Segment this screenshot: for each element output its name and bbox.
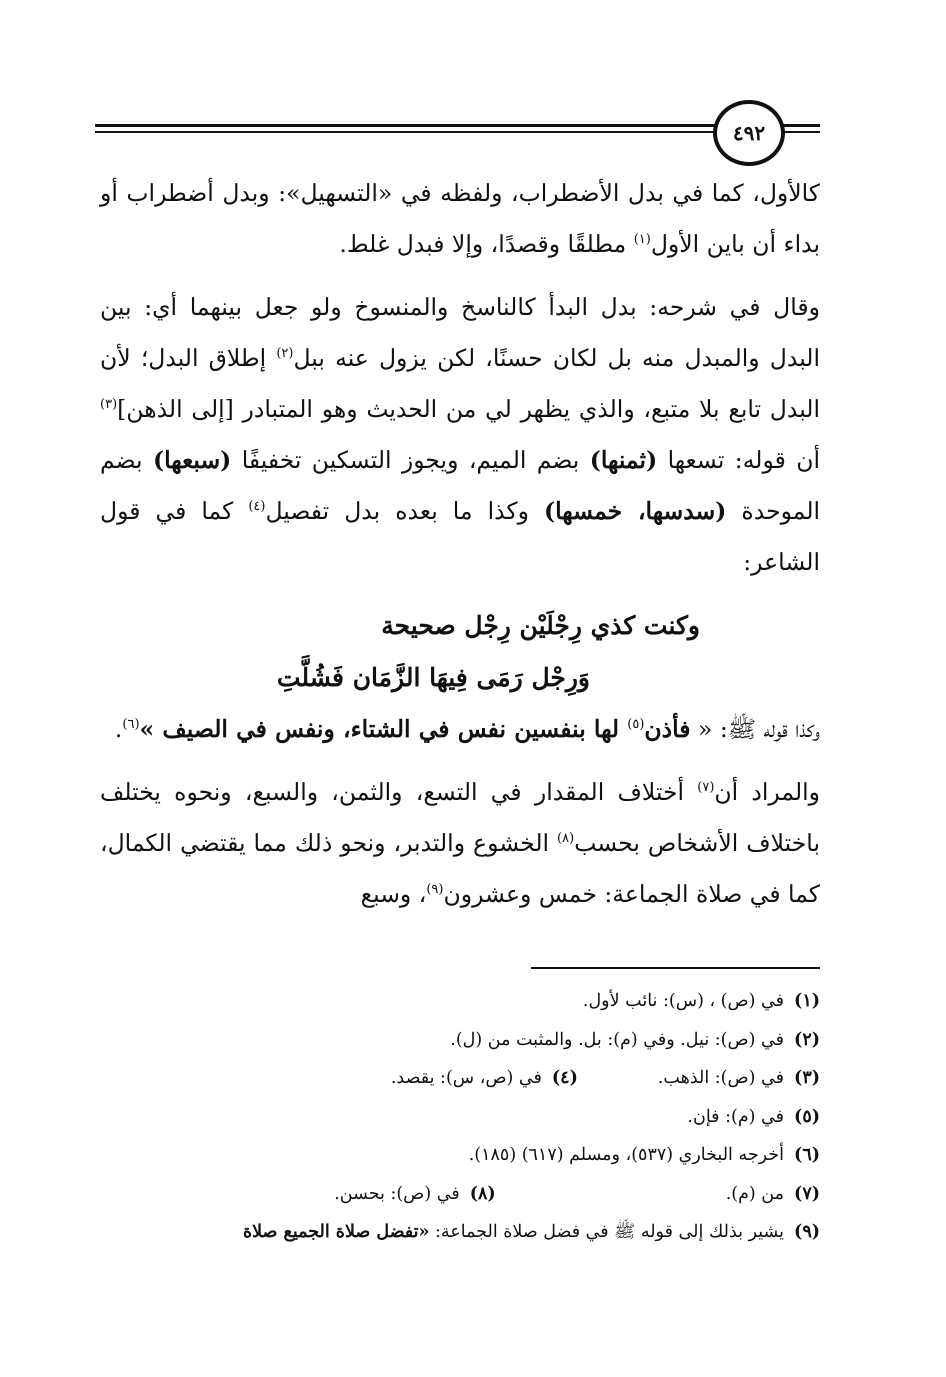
footnote-separator [531,967,820,969]
page-number: ٤٩٢ [713,100,785,166]
footnote-7-8: (٧)من (م).(٨)في (ص): بحسن. [334,1183,820,1204]
footnote-ref[interactable]: (١) [633,232,651,248]
footnote-ref[interactable]: (٣) [100,397,118,413]
footnote-3-4: (٣)في (ص): الذهب.(٤)في (ص، س): يقصد. [390,1068,820,1088]
paragraph-1: كالأول، كما في بدل الأضطراب، ولفظه في «التسهيل»: وبدل أضطراب أو بداء أن باين الأول$^{(١)}$ مطلقًا وقصدًا، وإلا فبدل غلط. [100,179,820,258]
main-text [100,168,820,932]
footnote-ref[interactable]: (٧) [697,780,715,796]
verse-line-2: وَرِجْل رَمَى فِيهَا الزَّمَان فَشُلَّتِ [276,663,590,692]
header-rule-thin [95,131,820,133]
paragraph-2: وقال في شرحه: بدل البدأ كالناسخ والمنسوخ ولو جعل بينهما أي: بين البدل والمبدل منه بل لكان حسنًا، لكن يزول عنه ببل$^{(٢)}$ إطلاق البدل؛ لأن البدل تابع بلا متبع، والذي يظهر لي من الحديث وهو المتبادر [إلى الذهن]$^{(٣)}$ أن قوله: تسعها (ثمنها) بضم الميم، ويجوز التسكين تخفيفًا (سبعها) بضم الموحدة (سدسها، خمسها) وكذا ما بعده بدل تفصيل$^{(٤)}$ كما في قول الشاعر: [100,293,821,576]
footnote-ref[interactable]: (٦) [122,717,140,733]
footnotes [100,982,820,1252]
verse-line-1: وكنت كذي رِجْلَيْن رِجْل صحيحة [381,611,700,640]
footnote-1: (١)في (ص) ، (س): نائب لأول. [582,991,820,1011]
page-header [95,100,820,160]
footnote-2: (٢)في (ص): نيل. وفي (م): بل. والمثبت من (ل). [450,1029,820,1050]
paragraph-4: والمراد أن$^{(٧)}$ أختلاف المقدار في التسع، والثمن، والسبع، ونحوه يختلف باختلاف الأشخاص بحسب$^{(٨)}$ الخشوع والتدبر، ونحو ذلك مما يقتضي الكمال، كما في صلاة الجماعة: خمس وعشرون$^{(٩)}$، وسبع [100,778,820,908]
footnote-5: (٥)في (م): فإن. [687,1106,820,1127]
footnote-ref[interactable]: (٨) [557,831,575,847]
footnote-ref[interactable]: (٤) [248,499,266,515]
footnote-ref[interactable]: (٥) [627,717,645,733]
footnote-6: (٦)أخرجه البخاري (٥٣٧)، ومسلم (٦١٧) (١٨٥). [468,1145,820,1165]
footnote-ref[interactable]: (٩) [426,882,444,898]
footnote-9: (٩)يشير بذلك إلى قوله ﷺ في فضل صلاة الجماعة: «تفضل صلاة الجميع صلاة [242,1222,820,1242]
footnote-ref[interactable]: (٢) [276,346,294,362]
paragraph-3: وكذا قوله ﷺ: « فأذن$^{(٥)}$ لها بنفسين نفس في الشتاء، ونفس في الصيف »$^{(٦)}$. [114,715,820,743]
header-rule [95,124,820,127]
